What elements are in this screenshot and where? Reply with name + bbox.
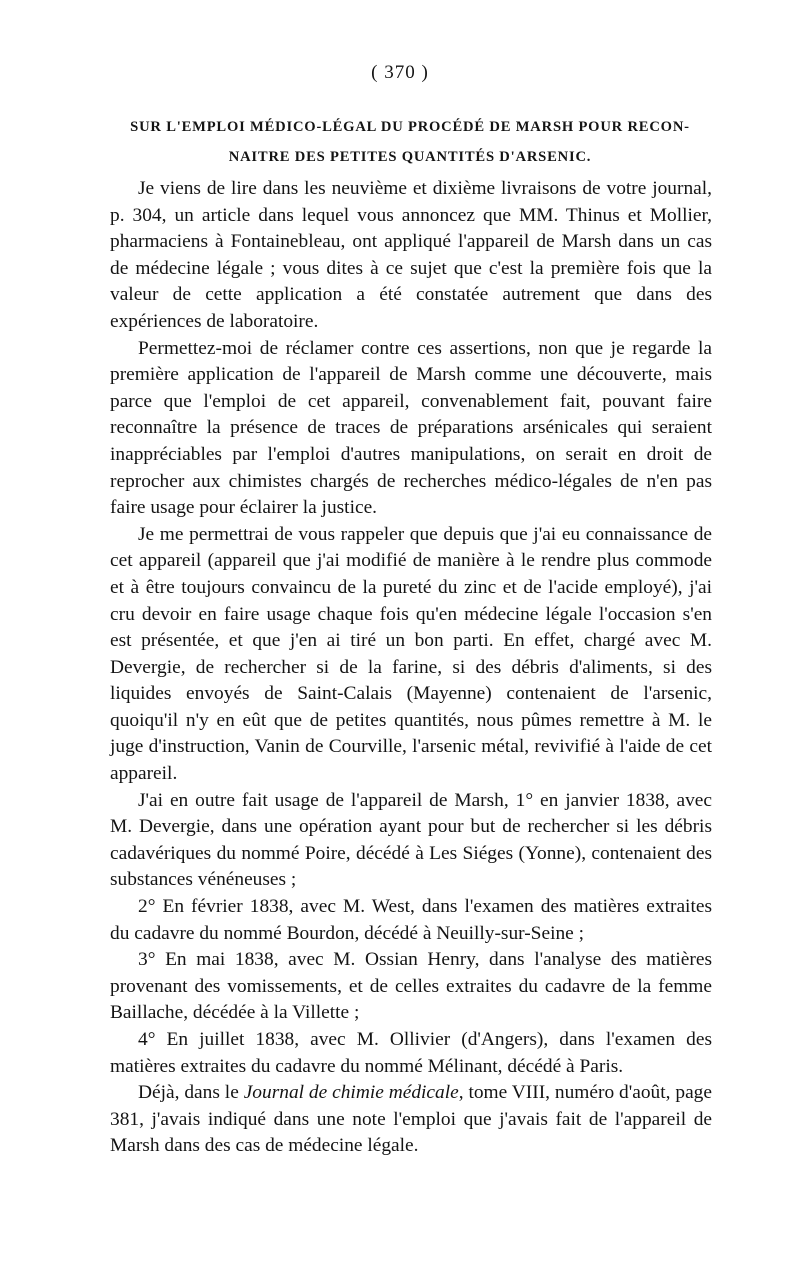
- article-title: [110, 112, 710, 172]
- paragraph-5: 2° En février 1838, avec M. West, dans l'examen des matières extraites du cadavre du nommé Bourdon, décédé à Neuilly-sur-Seine ;: [110, 896, 712, 944]
- paragraph-6: 3° En mai 1838, avec M. Ossian Henry, dans l'analyse des matières provenant des vomissements, et de celles extraites du cadavre de la femme Baillache, décédée à la Villette ;: [110, 949, 712, 1024]
- paragraph-8-end: , tome VIII, numéro d'août, page 381, j'avais indiqué dans une note l'emploi que j'avais fait de l'appareil de Marsh dans des cas de médecine légale.: [110, 1082, 712, 1157]
- page-number: ( 370 ): [371, 62, 429, 83]
- paragraph-1: Je viens de lire dans les neuvième et dixième livraisons de votre journal, p. 304, un article dans lequel vous annoncez que MM. Thinus et Mollier, pharmaciens à Fontainebleau, ont appliqué l'appareil de Marsh dans un cas de médecine légale ; vous dites à ce sujet que c'est la première fois que la valeur de cette application a été constatée autrement que dans des expériences de laboratoire.: [110, 178, 712, 332]
- paragraph-2: Permettez-moi de réclamer contre ces assertions, non que je regarde la première application de l'appareil de Marsh comme une découverte, mais parce que l'emploi de cet appareil, convenablement fait, pouvant faire reconnaître la présence de traces de préparations arsénicales qui seraient inappréciables par l'emploi d'autres manipulations, on serait en droit de reprocher aux chimistes chargés de recherches médico-légales de n'en pas faire usage pour éclairer la justice.: [110, 337, 712, 519]
- paragraph-3: Je me permettrai de vous rappeler que depuis que j'ai eu connaissance de cet appareil (appareil que j'ai modifié de manière à le rendre plus commode et à être toujours convaincu de la pureté du zinc et de l'acide employé), j'ai cru devoir en faire usage chaque fois qu'en médecine légale l'occasion s'en est présentée, et que j'en ai tiré un bon parti. En effet, chargé avec M. Devergie, de rechercher si de la farine, si des débris d'aliments, si des liquides envoyés de Saint-Calais (Mayenne) contenaient de l'arsenic, quoiqu'il n'y en eût que de petites quantités, nous pûmes remettre à M. le juge d'instruction, Vanin de Courville, l'arsenic métal, revivifié à l'aide de cet appareil.: [110, 523, 712, 785]
- paragraph-8-start: Déjà, dans le: [138, 1082, 244, 1104]
- title-line-1: SUR L'EMPLOI MÉDICO-LÉGAL DU PROCÉDÉ DE MARSH POUR RECON-: [130, 119, 690, 135]
- article-body: [110, 176, 712, 1160]
- paragraph-7: 4° En juillet 1838, avec M. Ollivier (d'Angers), dans l'examen des matières extraites du cadavre du nommé Mélinant, décédé à Paris.: [110, 1029, 712, 1077]
- journal-title: Journal de chimie médicale: [243, 1082, 459, 1104]
- paragraph-8: [110, 1080, 712, 1160]
- paragraph-4: J'ai en outre fait usage de l'appareil de Marsh, 1° en janvier 1838, avec M. Devergie, dans une opération ayant pour but de rechercher si les débris cadavériques du nommé Poire, décédé à Les Siéges (Yonne), contenaient des substances vénéneuses ;: [110, 789, 712, 891]
- title-line-2: NAITRE DES PETITES QUANTITÉS D'ARSENIC.: [228, 149, 592, 165]
